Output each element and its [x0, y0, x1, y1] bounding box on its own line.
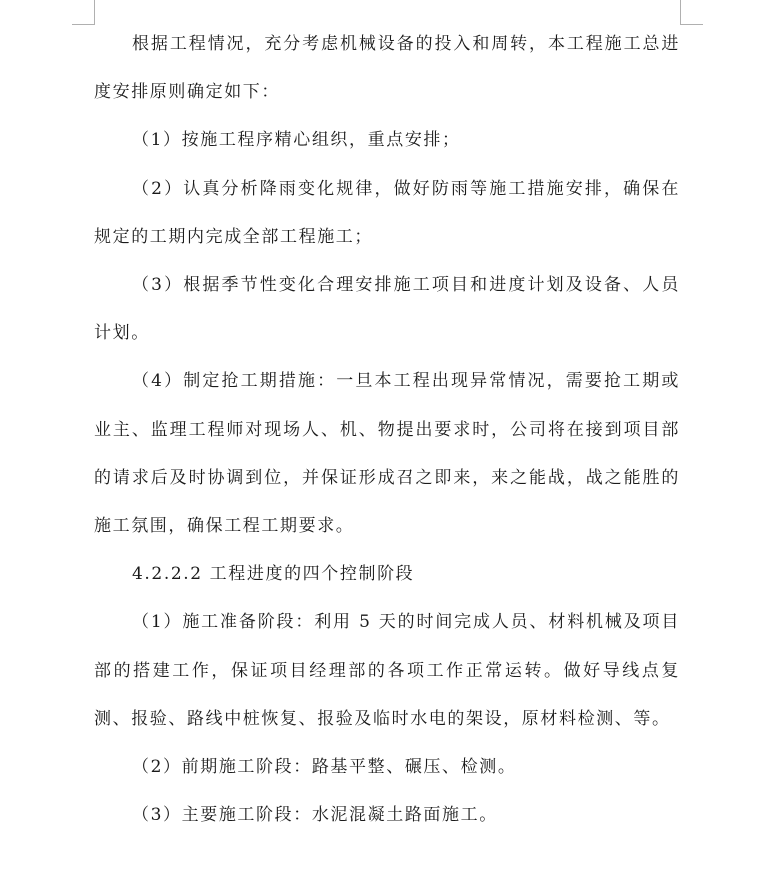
stage-item-2: （2）前期施工阶段：路基平整、碾压、检测。: [132, 757, 517, 778]
left-margin-corner-mark: [72, 0, 95, 25]
intro-paragraph: 根据工程情况，充分考虑机械设备的投入和周转，本工程施工总进度安排原则确定如下：: [94, 34, 680, 103]
principle-item-1: （1）按施工程序精心组织，重点安排；: [132, 130, 461, 151]
principle-item-4: （4）制定抢工期措施：一旦本工程出现异常情况，需要抢工期或业主、监理工程师对现场人、机、物提出要求时，公司将在接到项目部的请求后及时协调到位，并保证形成召之即来，来之能战，战之能胜的施工氛围，确保工程工期要求。: [94, 371, 680, 537]
principle-item-2: （2）认真分析降雨变化规律，做好防雨等施工措施安排，确保在规定的工期内完成全部工程施工；: [94, 178, 680, 247]
stage-item-3: （3）主要施工阶段：水泥混凝土路面施工。: [132, 805, 498, 826]
principle-item-3: （3）根据季节性变化合理安排施工项目和进度计划及设备、人员计划。: [94, 275, 680, 344]
document-body: [94, 20, 680, 839]
stage-item-1: （1）施工准备阶段：利用 5 天的时间完成人员、材料机械及项目部的搭建工作，保证项目经理部的各项工作正常运转。做好导线点复测、报验、路线中桩恢复、报验及临时水电的架设，原材料检测、等。: [94, 612, 680, 729]
section-heading: 4.2.2.2 工程进度的四个控制阶段: [132, 564, 415, 585]
right-margin-corner-mark: [680, 0, 703, 25]
